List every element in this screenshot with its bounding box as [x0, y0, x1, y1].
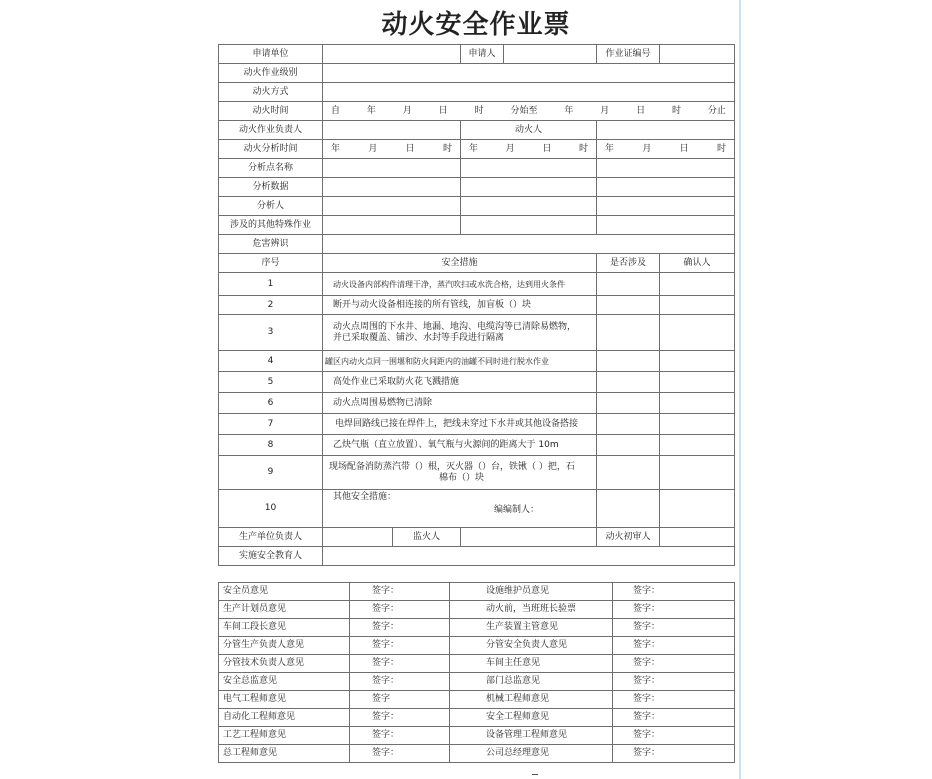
- analysis-time-row: [219, 140, 735, 159]
- measure-no: 2: [219, 296, 323, 315]
- measures-header-row: [219, 254, 735, 273]
- opinion-label: 自动化工程师意见: [219, 709, 350, 727]
- sign-field[interactable]: 签字：: [613, 727, 735, 745]
- time-part: 月: [402, 105, 412, 116]
- opinion-label: 机械工程师意见: [450, 691, 613, 709]
- measure-no: 6: [219, 393, 323, 414]
- confirm-cell[interactable]: [660, 490, 735, 528]
- measure-text: [323, 490, 597, 528]
- fire-person-value[interactable]: [597, 121, 735, 140]
- sign-field[interactable]: 签字：: [350, 745, 450, 763]
- opinion-label: 设施维护员意见: [450, 583, 613, 601]
- hazard-label: 危害辨识: [219, 235, 323, 254]
- level-value[interactable]: [323, 64, 735, 83]
- sign-field[interactable]: 签字：: [613, 709, 735, 727]
- sign-field[interactable]: 签字：: [613, 745, 735, 763]
- measure-row: [219, 273, 735, 296]
- opinion-label: 电气工程师意见: [219, 691, 350, 709]
- measure-no: 3: [219, 315, 323, 351]
- opinion-label: 安全员意见: [219, 583, 350, 601]
- date-part: 年: [331, 143, 341, 154]
- analysis-time-2[interactable]: [461, 140, 597, 159]
- signature-row: [219, 745, 735, 763]
- measure-line: 并已采取覆盖、铺沙、水封等手段进行隔离: [333, 332, 505, 343]
- leader-label: 动火作业负责人: [219, 121, 323, 140]
- measure-text: 电焊回路线已接在焊件上，把线未穿过下水井或其他设备搭接: [323, 414, 597, 435]
- signature-row: [219, 637, 735, 655]
- opinion-label: 车间工段长意见: [219, 619, 350, 637]
- other-special-cell[interactable]: [323, 216, 461, 235]
- opinion-label: 分管生产负责人意见: [219, 637, 350, 655]
- opinion-label: 公司总经理意见: [450, 745, 613, 763]
- applicant-value[interactable]: [504, 45, 597, 64]
- confirm-cell[interactable]: [660, 456, 735, 490]
- involved-cell[interactable]: [597, 372, 660, 393]
- measure-text: 断开与动火设备相连接的所有管线，加盲板（）块: [323, 296, 597, 315]
- educator-row: [219, 547, 735, 566]
- measure-row: [219, 351, 735, 372]
- date-part: 日: [679, 143, 689, 154]
- sign-field[interactable]: 签字：: [613, 583, 735, 601]
- applicant-label: 申请人: [461, 45, 504, 64]
- signature-row: [219, 583, 735, 601]
- point-name-label: 分析点名称: [219, 159, 323, 178]
- fire-person-label: 动火人: [461, 121, 597, 140]
- confirm-cell[interactable]: [660, 414, 735, 435]
- analyst-cell[interactable]: [323, 197, 461, 216]
- time-part: 日: [438, 105, 448, 116]
- signature-row: [219, 673, 735, 691]
- analyst-row: [219, 197, 735, 216]
- apply-row: [219, 45, 735, 64]
- measure-text: 动火点周围易燃物已清除: [323, 393, 597, 414]
- analyst-cell[interactable]: [461, 197, 597, 216]
- measure-text: 高处作业已采取防火花飞溅措施: [323, 372, 597, 393]
- other-special-cell[interactable]: [597, 216, 735, 235]
- sign-field[interactable]: 签字：: [350, 583, 450, 601]
- sign-field[interactable]: 签字：: [613, 691, 735, 709]
- measure-no: 1: [219, 273, 323, 296]
- sign-field[interactable]: 签字：: [350, 655, 450, 673]
- sign-field[interactable]: 签字：: [350, 637, 450, 655]
- measure-row: [219, 414, 735, 435]
- signature-row: [219, 709, 735, 727]
- opinion-label: 生产装置主管意见: [450, 619, 613, 637]
- time-row: [219, 102, 735, 121]
- involved-cell[interactable]: [597, 456, 660, 490]
- time-part: 年: [366, 105, 376, 116]
- opinion-label: 安全工程师意见: [450, 709, 613, 727]
- signature-row: [219, 619, 735, 637]
- involved-cell[interactable]: [597, 435, 660, 456]
- measure-line: 棉布（）块: [438, 472, 484, 483]
- point-cell[interactable]: [597, 159, 735, 178]
- signature-row: [219, 691, 735, 709]
- level-label: 动火作业级别: [219, 64, 323, 83]
- first-reviewer-value[interactable]: [660, 528, 735, 547]
- measure-text: [323, 315, 597, 351]
- time-part: 月: [600, 105, 610, 116]
- date-part: 时: [716, 143, 726, 154]
- measure-text: 罐区内动火点同一围堰和防火间距内的油罐不同时进行脱水作业: [323, 351, 597, 372]
- involved-cell[interactable]: [597, 315, 660, 351]
- measure-no: 10: [219, 490, 323, 528]
- opinion-label: 工艺工程师意见: [219, 727, 350, 745]
- involved-cell[interactable]: [597, 393, 660, 414]
- sign-field[interactable]: 签字：: [350, 709, 450, 727]
- hazard-row: [219, 235, 735, 254]
- analysis-time-3[interactable]: [597, 140, 735, 159]
- analysis-time-label: 动火分析时间: [219, 140, 323, 159]
- other-special-cell[interactable]: [461, 216, 597, 235]
- permit-no-value[interactable]: [660, 45, 735, 64]
- sign-field[interactable]: 签字：: [350, 727, 450, 745]
- confirm-cell[interactable]: [660, 435, 735, 456]
- leader-row: [219, 121, 735, 140]
- date-part: 日: [542, 143, 552, 154]
- other-special-row: [219, 216, 735, 235]
- col-measure-header: 安全措施: [323, 254, 597, 273]
- time-part: 分始至: [510, 105, 538, 116]
- data-cell[interactable]: [597, 178, 735, 197]
- responsible-row: [219, 528, 735, 547]
- page-mark: [532, 774, 538, 775]
- opinion-label: 分管技术负责人意见: [219, 655, 350, 673]
- opinion-label: 动火前，当班班长验票: [450, 601, 613, 619]
- time-part: 分止: [707, 105, 726, 116]
- opinion-label: 生产计划员意见: [219, 601, 350, 619]
- measure-no: 8: [219, 435, 323, 456]
- educator-label: 实施安全教育人: [219, 547, 323, 566]
- signature-row: [219, 655, 735, 673]
- analyst-label: 分析人: [219, 197, 323, 216]
- prod-leader-value[interactable]: [323, 528, 393, 547]
- signature-table: [218, 582, 735, 763]
- data-cell[interactable]: [323, 178, 461, 197]
- sign-field[interactable]: 签字：: [613, 673, 735, 691]
- leader-value[interactable]: [323, 121, 461, 140]
- page-edge-line: [739, 0, 741, 779]
- hazard-value[interactable]: [323, 235, 735, 254]
- measure-text: [323, 456, 597, 490]
- prod-leader-label: 生产单位负责人: [219, 528, 323, 547]
- method-value[interactable]: [323, 83, 735, 102]
- involved-cell[interactable]: [597, 296, 660, 315]
- measure-line: 其他安全措施：: [333, 492, 397, 502]
- measure-row: [219, 315, 735, 351]
- other-special-label: 涉及的其他特殊作业: [219, 216, 323, 235]
- col-confirm-header: 确认人: [660, 254, 735, 273]
- point-cell[interactable]: [461, 159, 597, 178]
- sign-field[interactable]: 签字：: [350, 601, 450, 619]
- time-value[interactable]: [323, 102, 735, 121]
- measure-no: 7: [219, 414, 323, 435]
- date-part: 月: [505, 143, 515, 154]
- measure-row: [219, 435, 735, 456]
- date-part: 年: [469, 143, 479, 154]
- sign-field[interactable]: 签字：: [613, 637, 735, 655]
- measure-no: 5: [219, 372, 323, 393]
- confirm-cell[interactable]: [660, 372, 735, 393]
- involved-cell[interactable]: [597, 273, 660, 296]
- data-cell[interactable]: [461, 178, 597, 197]
- time-label: 动火时间: [219, 102, 323, 121]
- involved-cell[interactable]: [597, 490, 660, 528]
- opinion-label: 部门总监意见: [450, 673, 613, 691]
- confirm-cell[interactable]: [660, 351, 735, 372]
- measure-no: 9: [219, 456, 323, 490]
- sign-field[interactable]: 签字：: [613, 655, 735, 673]
- time-part: 时: [474, 105, 484, 116]
- sign-field[interactable]: 签字：: [350, 619, 450, 637]
- confirm-cell[interactable]: [660, 315, 735, 351]
- opinion-label: 车间主任意见: [450, 655, 613, 673]
- col-no-header: 序号: [219, 254, 323, 273]
- date-part: 时: [578, 143, 588, 154]
- confirm-cell[interactable]: [660, 296, 735, 315]
- apply-unit-value[interactable]: [323, 45, 461, 64]
- measure-row: [219, 456, 735, 490]
- point-row: [219, 159, 735, 178]
- permit-form: [218, 44, 735, 566]
- level-row: [219, 64, 735, 83]
- opinion-label: 设备管理工程师意见: [450, 727, 613, 745]
- measure-line: 编编制人：: [493, 505, 539, 515]
- time-part: 时: [672, 105, 682, 116]
- measure-line: 动火点周围的下水井、地漏、地沟、电缆沟等已清除易燃物，: [333, 321, 577, 332]
- confirm-cell[interactable]: [660, 393, 735, 414]
- fire-watcher-value[interactable]: [461, 528, 597, 547]
- educator-value[interactable]: [323, 547, 735, 566]
- involved-cell[interactable]: [597, 351, 660, 372]
- sign-field[interactable]: 签字：: [613, 601, 735, 619]
- sign-field[interactable]: 签字: [350, 691, 450, 709]
- opinion-label: 总工程师意见: [219, 745, 350, 763]
- involved-cell[interactable]: [597, 414, 660, 435]
- analysis-time-1[interactable]: [323, 140, 461, 159]
- time-from: 自: [331, 105, 341, 116]
- time-part: 年: [564, 105, 574, 116]
- measure-row: [219, 490, 735, 528]
- confirm-cell[interactable]: [660, 273, 735, 296]
- date-part: 日: [405, 143, 415, 154]
- date-part: 时: [442, 143, 452, 154]
- date-part: 年: [605, 143, 615, 154]
- signature-row: [219, 601, 735, 619]
- time-part: 日: [636, 105, 646, 116]
- analyst-cell[interactable]: [597, 197, 735, 216]
- opinion-label: 分管安全负责人意见: [450, 637, 613, 655]
- apply-unit-label: 申请单位: [219, 45, 323, 64]
- col-involved-header: 是否涉及: [597, 254, 660, 273]
- point-cell[interactable]: [323, 159, 461, 178]
- data-row: [219, 178, 735, 197]
- measure-line: 现场配备消防蒸汽带（）根，灭火器（）台，铁锹（ ）把，石: [329, 461, 575, 472]
- method-row: [219, 83, 735, 102]
- measure-row: [219, 372, 735, 393]
- measure-row: [219, 296, 735, 315]
- first-reviewer-label: 动火初审人: [597, 528, 660, 547]
- method-label: 动火方式: [219, 83, 323, 102]
- data-label: 分析数据: [219, 178, 323, 197]
- measure-text: 动火设备内部构件清理干净，蒸汽吹扫或水洗合格，达到用火条件: [323, 273, 597, 296]
- signature-row: [219, 727, 735, 745]
- date-part: 月: [642, 143, 652, 154]
- form-title: 动火安全作业票: [381, 10, 571, 40]
- fire-watcher-label: 监火人: [393, 528, 461, 547]
- measure-no: 4: [219, 351, 323, 372]
- opinion-label: 安全总监意见: [219, 673, 350, 691]
- measure-text: 乙炔气瓶（直立放置）、氧气瓶与火源间的距离大于 10m: [323, 435, 597, 456]
- sign-field[interactable]: 签字：: [350, 673, 450, 691]
- date-part: 月: [368, 143, 378, 154]
- measure-row: [219, 393, 735, 414]
- permit-no-label: 作业证编号: [597, 45, 660, 64]
- sign-field[interactable]: 签字：: [613, 619, 735, 637]
